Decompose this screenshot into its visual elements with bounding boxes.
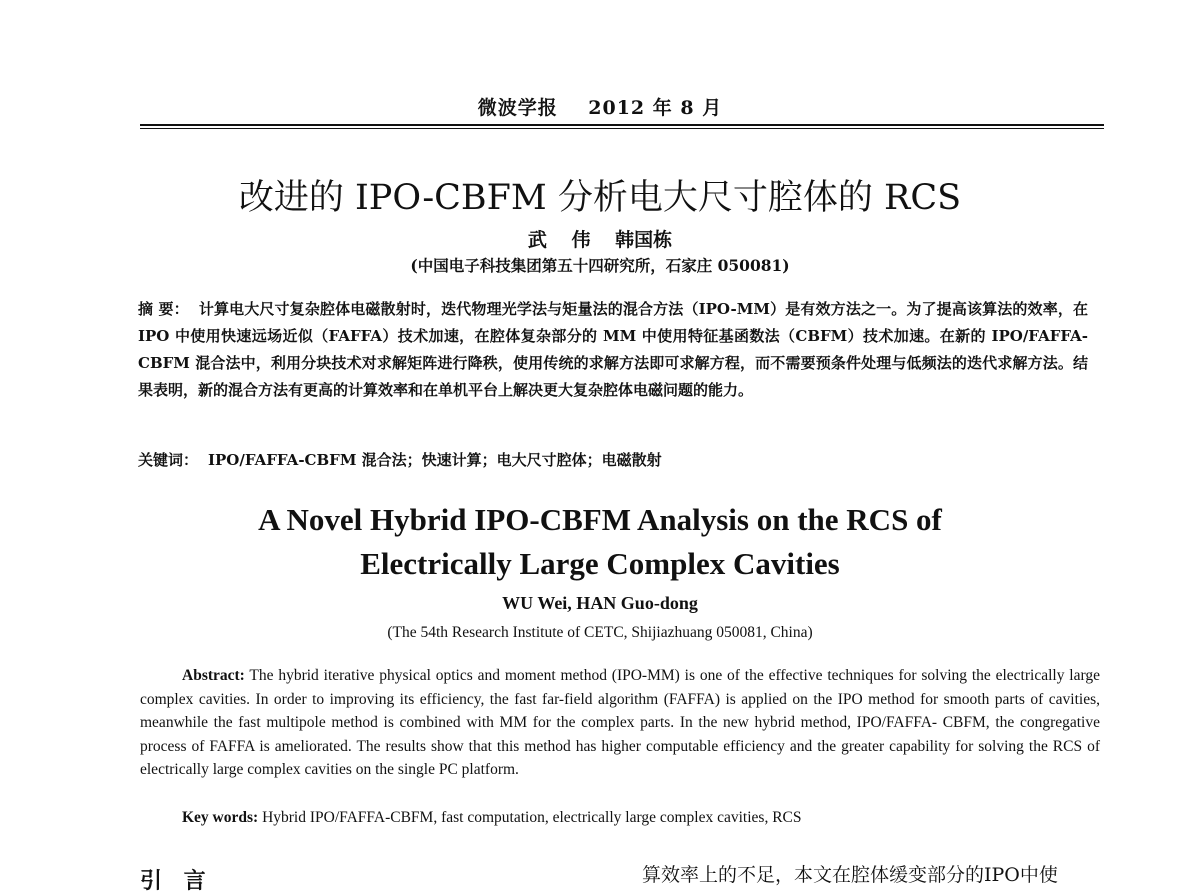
section-heading-introduction: 引 言 (140, 868, 206, 894)
chinese-title: 改进的 IPO-CBFM 分析电大尺寸腔体的 RCS (238, 178, 962, 218)
chinese-abstract (138, 296, 1088, 404)
english-affiliation: (The 54th Research Institute of CETC, Shijiazhuang 050081, China) (387, 624, 813, 641)
english-title-line1: A Novel Hybrid IPO-CBFM Analysis on the RCS of (258, 502, 942, 537)
chinese-affiliation: (中国电子科技集团第五十四研究所，石家庄 050081) (410, 256, 790, 275)
journal-header: 微波学报 2012 年 8 月 (477, 97, 723, 119)
right-column-text: 算效率上的不足，本文在腔体缓变部分的IPO中使 (642, 864, 1058, 886)
english-keywords (182, 809, 802, 827)
chinese-keywords-label: 关键词： (138, 451, 199, 469)
chinese-abstract-text: 计算电大尺寸复杂腔体电磁散射时，迭代物理光学法与矩量法的混合方法（IPO-MM）是有效方法之一。为了提高该算法的效率，在 IPO 中使用快速远场近似（FAFFA）技术加速，在腔体复杂部分的 MM 中使用特征基函数法（CBFM）技术加速。在新的 IPO/FAFFA-CBFM 混合法中，利用分块技术对求解矩阵进行降秩，使用传统的求解方法即可求解方程，而不需要预条件处理与低频法的迭代求解方法。结果表明，新的混合方法有更高的计算效率和在单机平台上解决更大复杂腔体电磁问题的能力。 (138, 300, 1088, 399)
english-keywords-label: Key words: (182, 809, 259, 826)
header-rule (140, 124, 1104, 126)
chinese-keywords-text: IPO/FAFFA-CBFM 混合法；快速计算；电大尺寸腔体；电磁散射 (208, 451, 662, 469)
chinese-abstract-label: 摘 要： (138, 300, 189, 318)
english-title-line2: Electrically Large Complex Cavities (360, 546, 840, 581)
english-title (0, 498, 1200, 586)
english-keywords-text: Hybrid IPO/FAFFA-CBFM, fast computation, electrically large complex cavities, RCS (262, 809, 802, 826)
english-abstract-label: Abstract: (182, 667, 245, 684)
header-rule-thin (140, 128, 1104, 129)
chinese-authors: 武 伟 韩国栋 (527, 229, 673, 251)
english-abstract-text: The hybrid iterative physical optics and moment method (IPO-MM) is one of the effective techniques for solving the electrically large complex cavities. In order to improving its efficiency, the fast far-field algorithm (FAFFA) is applied on the IPO method for smooth parts of cavities, meanwhile the fast multipole method is combined with MM for the complex parts. In the new hybrid method, IPO/FAFFA- CBFM, the congregative process of FAFFA is ameliorated. The results show that this method has higher computable efficiency and the greater capability for solving the RCS of electrically large complex cavities on the single PC platform. (140, 667, 1100, 779)
english-abstract (140, 664, 1100, 782)
chinese-keywords (138, 449, 1088, 470)
english-authors: WU Wei, HAN Guo-dong (502, 593, 698, 613)
